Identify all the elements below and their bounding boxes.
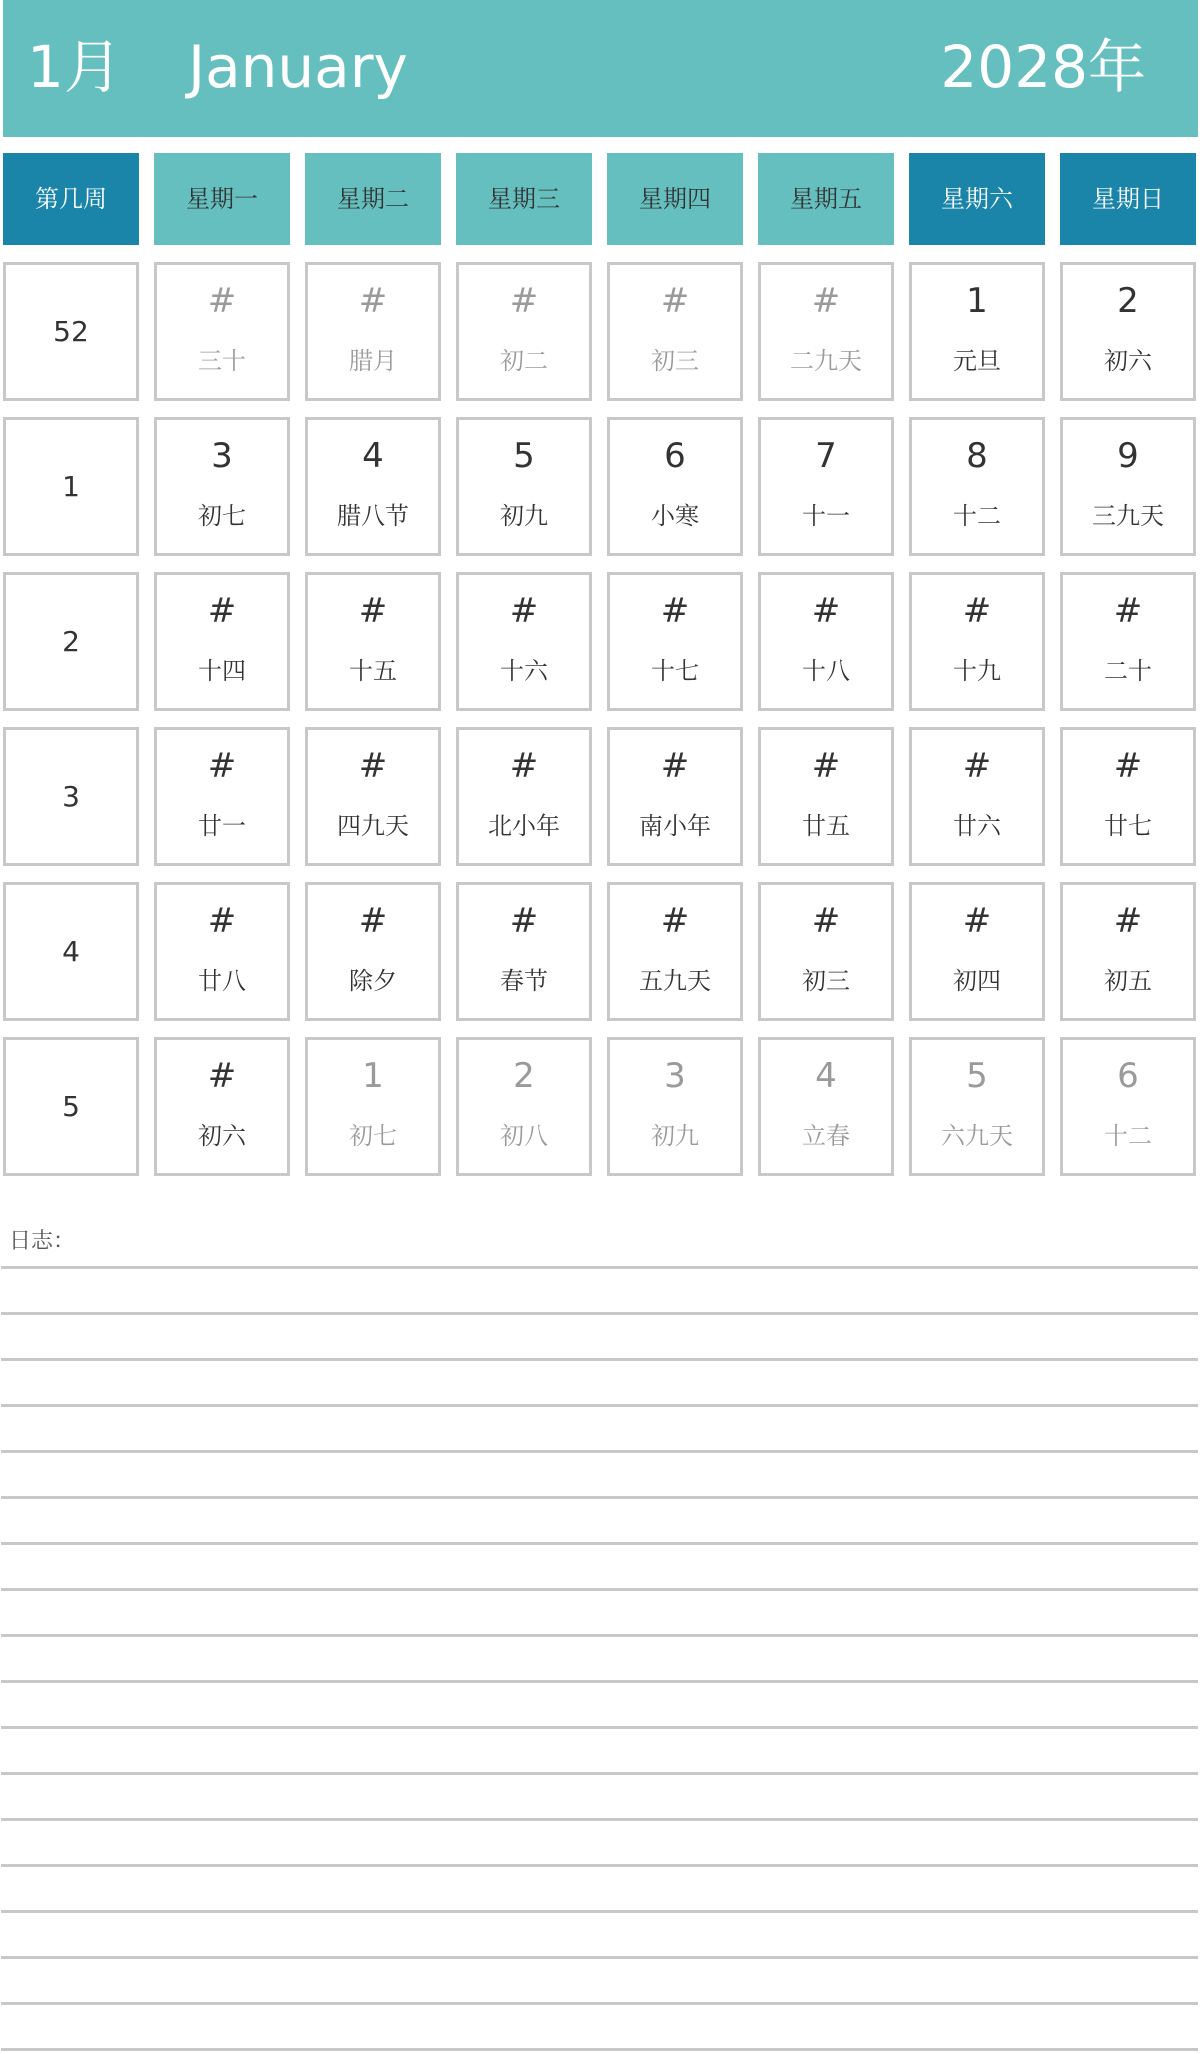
lunar-date: 初二 <box>500 347 548 375</box>
day-number: # <box>358 591 388 631</box>
day-cell[interactable] <box>456 882 592 1021</box>
lunar-date: 南小年 <box>639 812 711 840</box>
day-number: # <box>1113 591 1143 631</box>
lunar-date: 初八 <box>500 1122 548 1150</box>
lunar-date: 三十 <box>198 347 246 375</box>
month-number: 1月 <box>27 33 122 101</box>
day-number: 5 <box>513 436 535 476</box>
lunar-date: 初六 <box>1104 347 1152 375</box>
day-cell[interactable] <box>305 727 441 866</box>
weekday-header-5: 星期五 <box>758 153 894 245</box>
lunar-date: 二十 <box>1104 657 1152 685</box>
lunar-date: 腊八节 <box>337 502 409 530</box>
day-cell[interactable] <box>1060 727 1196 866</box>
day-cell[interactable] <box>758 1037 894 1176</box>
lunar-date: 廿八 <box>198 967 246 995</box>
week-number: 3 <box>62 780 80 813</box>
day-number: 4 <box>815 1056 837 1096</box>
note-line[interactable] <box>1 1910 1198 1913</box>
lunar-date: 廿一 <box>198 812 246 840</box>
lunar-date: 初七 <box>349 1122 397 1150</box>
day-number: # <box>509 746 539 786</box>
week-number: 1 <box>62 470 80 503</box>
note-line[interactable] <box>1 2048 1198 2051</box>
note-line[interactable] <box>1 1450 1198 1453</box>
day-number: 6 <box>1117 1056 1139 1096</box>
weekday-header-6: 星期六 <box>909 153 1045 245</box>
month-name: January <box>188 33 408 101</box>
day-cell[interactable] <box>607 417 743 556</box>
week-number: 2 <box>62 625 80 658</box>
day-number: # <box>660 591 690 631</box>
day-cell[interactable] <box>607 1037 743 1176</box>
day-cell[interactable] <box>607 727 743 866</box>
weekday-header-1: 星期一 <box>154 153 290 245</box>
day-number: # <box>962 591 992 631</box>
day-number: # <box>358 281 388 321</box>
lunar-date: 二九天 <box>790 347 862 375</box>
week-number-cell <box>3 262 139 401</box>
day-cell[interactable] <box>154 882 290 1021</box>
lunar-date: 初九 <box>651 1122 699 1150</box>
day-number: # <box>660 281 690 321</box>
day-number: # <box>358 901 388 941</box>
note-line[interactable] <box>1 1496 1198 1499</box>
lunar-date: 初四 <box>953 967 1001 995</box>
day-number: 1 <box>362 1056 384 1096</box>
day-cell[interactable] <box>456 262 592 401</box>
day-cell[interactable] <box>1060 417 1196 556</box>
day-number: # <box>811 281 841 321</box>
day-number: # <box>509 901 539 941</box>
day-cell[interactable] <box>607 882 743 1021</box>
day-cell[interactable] <box>154 572 290 711</box>
day-number: # <box>207 746 237 786</box>
day-cell[interactable] <box>1060 572 1196 711</box>
day-number: # <box>207 591 237 631</box>
day-cell[interactable] <box>909 262 1045 401</box>
weekday-header-0: 第几周 <box>3 153 139 245</box>
day-number: 9 <box>1117 436 1139 476</box>
day-number: # <box>509 591 539 631</box>
day-cell[interactable] <box>909 572 1045 711</box>
lunar-date: 十一 <box>802 502 850 530</box>
week-number: 4 <box>62 935 80 968</box>
note-line[interactable] <box>1 1680 1198 1683</box>
day-number: # <box>207 901 237 941</box>
lunar-date: 三九天 <box>1092 502 1164 530</box>
note-line[interactable] <box>1 1818 1198 1821</box>
day-number: # <box>811 591 841 631</box>
note-line[interactable] <box>1 1542 1198 1545</box>
day-cell[interactable] <box>909 882 1045 1021</box>
lunar-date: 五九天 <box>639 967 711 995</box>
lunar-date: 廿五 <box>802 812 850 840</box>
note-line[interactable] <box>1 1726 1198 1729</box>
week-number-cell <box>3 1037 139 1176</box>
day-cell[interactable] <box>1060 262 1196 401</box>
day-cell[interactable] <box>909 417 1045 556</box>
lunar-date: 腊月 <box>349 347 397 375</box>
note-line[interactable] <box>1 2002 1198 2005</box>
note-line[interactable] <box>1 1634 1198 1637</box>
day-cell[interactable] <box>607 262 743 401</box>
day-cell[interactable] <box>1060 882 1196 1021</box>
day-cell[interactable] <box>154 727 290 866</box>
day-number: # <box>358 746 388 786</box>
day-number: 7 <box>815 436 837 476</box>
lunar-date: 北小年 <box>488 812 560 840</box>
lunar-date: 六九天 <box>941 1122 1013 1150</box>
day-cell[interactable] <box>305 882 441 1021</box>
lunar-date: 初三 <box>802 967 850 995</box>
lunar-date: 十二 <box>1104 1122 1152 1150</box>
day-cell[interactable] <box>456 1037 592 1176</box>
lunar-date: 十五 <box>349 657 397 685</box>
day-cell[interactable] <box>607 572 743 711</box>
day-number: # <box>811 901 841 941</box>
lunar-date: 除夕 <box>349 967 397 995</box>
day-cell[interactable] <box>456 727 592 866</box>
day-number: 3 <box>211 436 233 476</box>
day-cell[interactable] <box>154 262 290 401</box>
day-number: # <box>1113 901 1143 941</box>
lunar-date: 廿七 <box>1104 812 1152 840</box>
month-header <box>3 0 1198 137</box>
day-cell[interactable] <box>305 417 441 556</box>
day-number: 8 <box>966 436 988 476</box>
day-number: 3 <box>664 1056 686 1096</box>
lunar-date: 初七 <box>198 502 246 530</box>
weekday-header-7: 星期日 <box>1060 153 1196 245</box>
day-number: # <box>811 746 841 786</box>
note-line[interactable] <box>1 1358 1198 1361</box>
lunar-date: 十七 <box>651 657 699 685</box>
lunar-date: 四九天 <box>337 812 409 840</box>
lunar-date: 廿六 <box>953 812 1001 840</box>
week-number-cell <box>3 727 139 866</box>
day-cell[interactable] <box>758 882 894 1021</box>
day-cell[interactable] <box>154 1037 290 1176</box>
lunar-date: 十六 <box>500 657 548 685</box>
day-number: # <box>660 901 690 941</box>
year-label: 2028年 <box>940 33 1146 101</box>
day-cell[interactable] <box>758 572 894 711</box>
notes-label: 日志： <box>9 1229 76 1254</box>
day-cell[interactable] <box>909 1037 1045 1176</box>
lunar-date: 初六 <box>198 1122 246 1150</box>
lunar-date: 初九 <box>500 502 548 530</box>
day-cell[interactable] <box>154 417 290 556</box>
day-number: # <box>962 901 992 941</box>
day-cell[interactable] <box>456 572 592 711</box>
lunar-date: 十八 <box>802 657 850 685</box>
note-line[interactable] <box>1 1588 1198 1591</box>
lunar-date: 初三 <box>651 347 699 375</box>
day-cell[interactable] <box>758 262 894 401</box>
day-number: 2 <box>1117 281 1139 321</box>
lunar-date: 十九 <box>953 657 1001 685</box>
lunar-date: 立春 <box>802 1122 850 1150</box>
day-number: 2 <box>513 1056 535 1096</box>
day-number: # <box>962 746 992 786</box>
weekday-header-3: 星期三 <box>456 153 592 245</box>
day-number: 5 <box>966 1056 988 1096</box>
day-cell[interactable] <box>305 262 441 401</box>
weekday-header-4: 星期四 <box>607 153 743 245</box>
lunar-date: 元旦 <box>953 347 1001 375</box>
day-number: 4 <box>362 436 384 476</box>
weekday-header-2: 星期二 <box>305 153 441 245</box>
week-number: 52 <box>53 315 89 348</box>
lunar-date: 春节 <box>500 967 548 995</box>
week-number-cell <box>3 882 139 1021</box>
day-number: # <box>207 281 237 321</box>
note-line[interactable] <box>1 1772 1198 1775</box>
day-number: # <box>660 746 690 786</box>
day-cell[interactable] <box>909 727 1045 866</box>
day-cell[interactable] <box>1060 1037 1196 1176</box>
note-line[interactable] <box>1 1266 1198 1269</box>
lunar-date: 十四 <box>198 657 246 685</box>
day-cell[interactable] <box>305 572 441 711</box>
note-line[interactable] <box>1 1404 1198 1407</box>
day-number: 1 <box>966 281 988 321</box>
note-line[interactable] <box>1 1312 1198 1315</box>
day-number: # <box>509 281 539 321</box>
day-cell[interactable] <box>758 727 894 866</box>
day-number: # <box>207 1056 237 1096</box>
lunar-date: 小寒 <box>651 502 699 530</box>
day-number: 6 <box>664 436 686 476</box>
week-number-cell <box>3 572 139 711</box>
day-cell[interactable] <box>456 417 592 556</box>
lunar-date: 十二 <box>953 502 1001 530</box>
day-cell[interactable] <box>758 417 894 556</box>
note-line[interactable] <box>1 1956 1198 1959</box>
day-cell[interactable] <box>305 1037 441 1176</box>
lunar-date: 初五 <box>1104 967 1152 995</box>
day-number: # <box>1113 746 1143 786</box>
week-number: 5 <box>62 1090 80 1123</box>
week-number-cell <box>3 417 139 556</box>
note-line[interactable] <box>1 1864 1198 1867</box>
